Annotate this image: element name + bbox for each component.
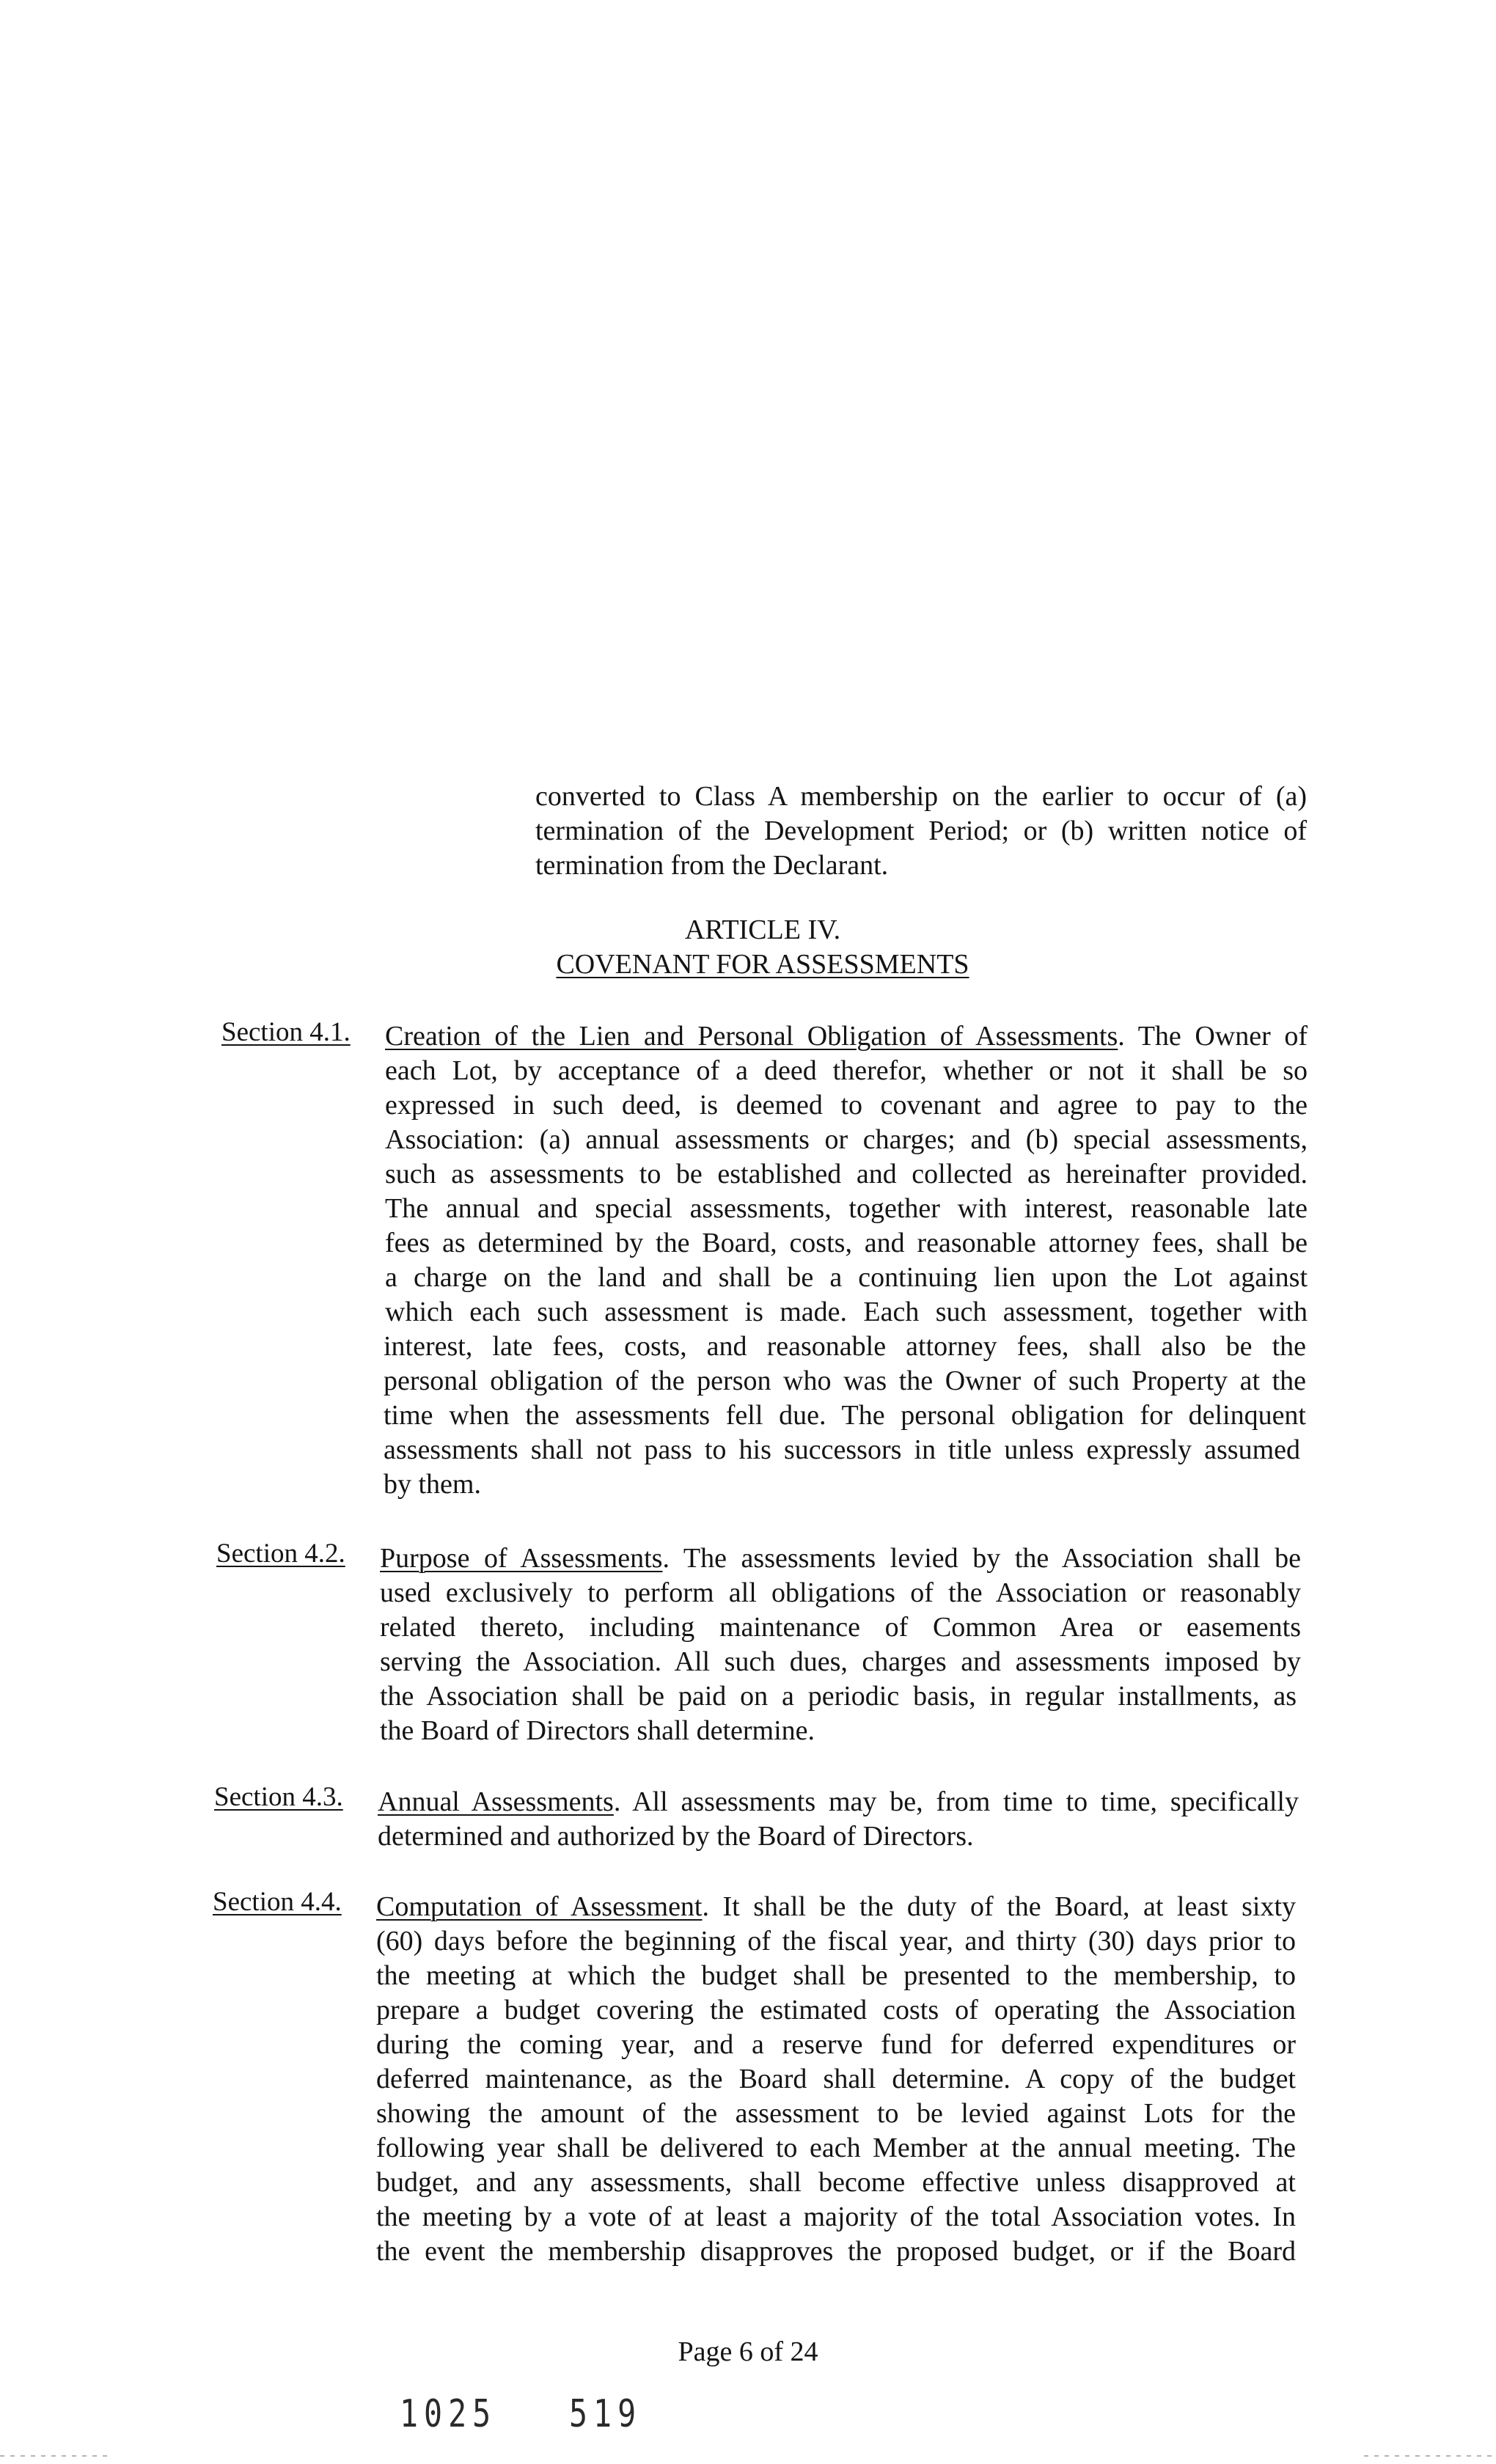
section-label: Section 4.3. xyxy=(214,1782,343,1812)
section-line: used exclusively to perform all obligations of the Association or reasonably xyxy=(380,1577,1301,1608)
article-title-text: COVENANT FOR ASSESSMENTS xyxy=(556,949,969,980)
section-line: prepare a budget covering the estimated costs of operating the Association xyxy=(376,1995,1296,2025)
section-line: fees as determined by the Board, costs, and reasonable attorney fees, shall be xyxy=(385,1228,1308,1258)
section-heading: Creation of the Lien and Personal Obligation of Assessments xyxy=(385,1021,1118,1052)
section-label: Section 4.4. xyxy=(213,1887,342,1917)
recording-stamp-volume: 1025 xyxy=(400,2392,497,2436)
section-line: related thereto, including maintenance of Common Area or easements xyxy=(380,1612,1301,1643)
intro-line: converted to Class A membership on the earlier to occur of (a) xyxy=(535,781,1307,812)
section-line: Association: (a) annual assessments or charges; and (b) special assessments, xyxy=(385,1124,1308,1155)
section-line: budget, and any assessments, shall become effective unless disapproved at xyxy=(376,2167,1296,2198)
section-line: the meeting at which the budget shall be presented to the membership, to xyxy=(376,1960,1296,1991)
heading-period: . xyxy=(613,1786,633,1817)
section-line: assessments shall not pass to his successors in title unless expressly assumed xyxy=(384,1434,1300,1465)
section-line: personal obligation of the person who was the Owner of such Property at the xyxy=(384,1365,1306,1396)
section-first-line-text: It shall be the duty of the Board, at least sixty xyxy=(722,1891,1296,1922)
section-first-line-text: The assessments levied by the Association shall be xyxy=(683,1543,1302,1574)
section-line: during the coming year, and a reserve fund for deferred expenditures or xyxy=(376,2029,1296,2060)
section-line: a charge on the land and shall be a continuing lien upon the Lot against xyxy=(385,1262,1308,1293)
article-number: ARTICLE IV. xyxy=(684,914,841,945)
section-line: such as assessments to be established and collected as hereinafter provided. xyxy=(385,1159,1308,1189)
section-label: Section 4.2. xyxy=(216,1539,345,1569)
heading-period: . xyxy=(702,1891,723,1922)
section-line: the Board of Directors shall determine. xyxy=(380,1715,815,1746)
section-first-line xyxy=(380,1541,1301,1575)
section-line: time when the assessments fell due. The personal obligation for delinquent xyxy=(384,1400,1306,1431)
section-line: by them. xyxy=(384,1469,481,1500)
section-line: deferred maintenance, as the Board shall determine. A copy of the budget xyxy=(376,2064,1296,2094)
recording-stamp-page: 519 xyxy=(569,2392,642,2436)
section-line: (60) days before the beginning of the fiscal year, and thirty (30) days prior to xyxy=(376,1926,1296,1957)
section-line: showing the amount of the assessment to be levied against Lots for the xyxy=(376,2098,1296,2129)
section-line: the meeting by a vote of at least a majority of the total Association votes. In xyxy=(376,2201,1296,2232)
scan-edge-mark xyxy=(1364,2455,1496,2457)
section-line: which each such assessment is made. Each such assessment, together with xyxy=(385,1297,1308,1327)
section-line: following year shall be delivered to each Member at the annual meeting. The xyxy=(376,2133,1296,2163)
intro-line: termination from the Declarant. xyxy=(535,850,889,881)
heading-period: . xyxy=(1118,1021,1138,1052)
section-first-line xyxy=(376,1890,1296,1924)
section-label: Section 4.1. xyxy=(221,1017,351,1047)
section-heading: Computation of Assessment xyxy=(376,1891,703,1922)
article-title xyxy=(513,947,1012,981)
section-line: the event the membership disapproves the proposed budget, or if the Board xyxy=(376,2236,1296,2267)
section-line: determined and authorized by the Board of Directors. xyxy=(378,1821,974,1852)
section-line: the Association shall be paid on a periodic basis, in regular installments, as xyxy=(380,1681,1297,1712)
section-heading: Purpose of Assessments xyxy=(380,1543,663,1574)
section-line: The annual and special assessments, together with interest, reasonable late xyxy=(385,1193,1308,1224)
page-number: Page 6 of 24 xyxy=(678,2336,818,2367)
section-line: serving the Association. All such dues, charges and assessments imposed by xyxy=(380,1646,1301,1677)
intro-line: termination of the Development Period; or (b) written notice of xyxy=(535,815,1307,846)
heading-period: . xyxy=(662,1543,683,1574)
section-heading: Annual Assessments xyxy=(378,1786,614,1817)
scan-edge-mark xyxy=(0,2455,110,2457)
section-first-line xyxy=(385,1019,1308,1053)
section-first-line-text: All assessments may be, from time to time, specifically xyxy=(632,1786,1299,1817)
section-first-line xyxy=(378,1785,1299,1819)
section-first-line-text: The Owner of xyxy=(1137,1021,1308,1052)
section-line: each Lot, by acceptance of a deed therefor, whether or not it shall be so xyxy=(385,1055,1308,1086)
section-line: expressed in such deed, is deemed to covenant and agree to pay to the xyxy=(385,1090,1308,1121)
section-line: interest, late fees, costs, and reasonable attorney fees, shall also be the xyxy=(384,1331,1306,1362)
